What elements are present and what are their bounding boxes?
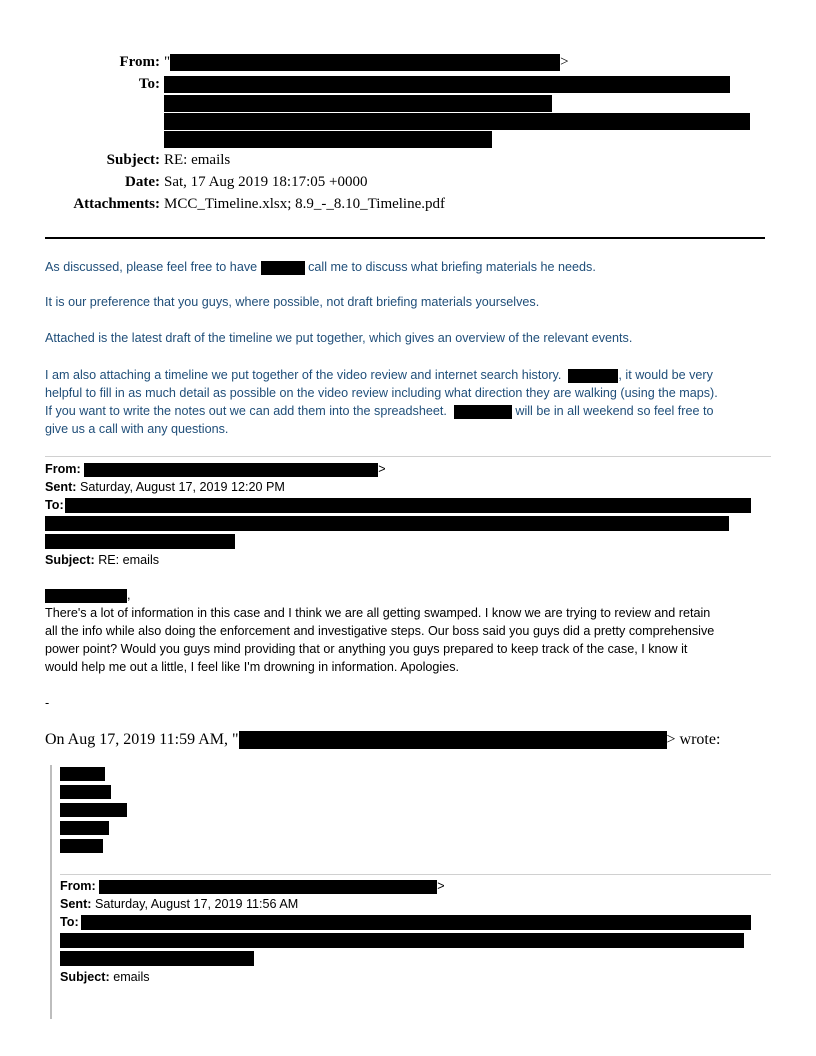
redaction-block — [60, 933, 744, 948]
msg2-line: would help me out a little, I feel like I'm drowning in information. Apologies. — [45, 660, 460, 674]
subject-label: Subject: — [106, 152, 160, 168]
redaction-block — [454, 405, 512, 419]
message-divider — [45, 456, 771, 457]
date-label: Date: — [125, 174, 160, 190]
redaction-block — [45, 534, 235, 549]
attachments-label: Attachments: — [73, 196, 160, 212]
redaction-block — [60, 767, 105, 781]
subject-value: RE: emails — [164, 152, 231, 168]
msg2-sent: Sent: Saturday, August 17, 2019 12:20 PM — [45, 480, 285, 494]
msg3-sent: Sent: Saturday, August 17, 2019 11:56 AM — [60, 897, 299, 911]
redaction-block — [60, 821, 109, 835]
msg2-line: all the info while also doing the enforcement and investigative steps. Our boss said you guys did a pretty comprehensive — [45, 624, 715, 638]
msg3-from: From: > — [60, 879, 445, 893]
attachments-value[interactable]: MCC_Timeline.xlsx; 8.9_-_8.10_Timeline.pdf — [164, 196, 446, 212]
redaction-block — [164, 76, 730, 93]
date-value: Sat, 17 Aug 2019 18:17:05 +0000 — [164, 174, 368, 190]
redaction-block — [60, 839, 103, 853]
redaction-block — [164, 113, 750, 130]
redaction-block — [60, 785, 111, 799]
msg2-from: From: > — [45, 462, 386, 476]
redaction-block — [164, 95, 552, 112]
redaction-block — [84, 463, 378, 477]
quote-bar — [50, 765, 52, 1019]
from-value: " > — [164, 54, 569, 70]
reply-paragraph-1: As discussed, please feel free to have call me to discuss what briefing materials he needs. — [45, 260, 596, 274]
redaction-block — [239, 731, 667, 749]
message-divider — [60, 874, 771, 875]
msg3-to: To: — [60, 915, 79, 929]
quote-intro: On Aug 17, 2019 11:59 AM, " > wrote: — [45, 731, 721, 748]
msg2-dash: - — [45, 696, 50, 710]
redaction-block — [261, 261, 305, 275]
reply-paragraph-2: It is our preference that you guys, where possible, not draft briefing materials yourselves. — [45, 295, 540, 309]
redaction-block — [164, 131, 492, 148]
msg2-greeting: , — [45, 586, 131, 604]
from-label: From: — [119, 54, 160, 70]
redaction-block — [45, 589, 127, 603]
redaction-block — [99, 880, 437, 894]
msg3-subject: Subject: emails — [60, 970, 150, 984]
msg2-line: There's a lot of information in this case and I think we are all getting swamped. I know we are trying to review and retain — [45, 606, 711, 620]
reply-paragraph-3: Attached is the latest draft of the timeline we put together, which gives an overview of the relevant events. — [45, 331, 633, 345]
redaction-block — [65, 498, 751, 513]
redaction-block — [60, 803, 127, 817]
to-label: To: — [138, 76, 160, 92]
header-divider — [45, 237, 765, 239]
redaction-block — [60, 951, 254, 966]
redaction-block — [568, 369, 618, 383]
msg2-subject: Subject: RE: emails — [45, 553, 160, 567]
msg2-line: power point? Would you guys mind providing that or anything you guys prepared to keep track of the case, I know it — [45, 642, 688, 656]
redaction-block — [45, 516, 729, 531]
redaction-block — [170, 54, 560, 71]
msg2-to: To: — [45, 498, 64, 512]
redaction-block — [81, 915, 751, 930]
reply-paragraph-4: I am also attaching a timeline we put together of the video review and internet search history. , it would be very helpful to fill in as much detail as possible on the video review including what direction they are walking (using the maps). If you want to write the notes out we can add them into the spreadsheet. will be in all weekend so feel free to give us a call with any questions. — [45, 368, 718, 436]
